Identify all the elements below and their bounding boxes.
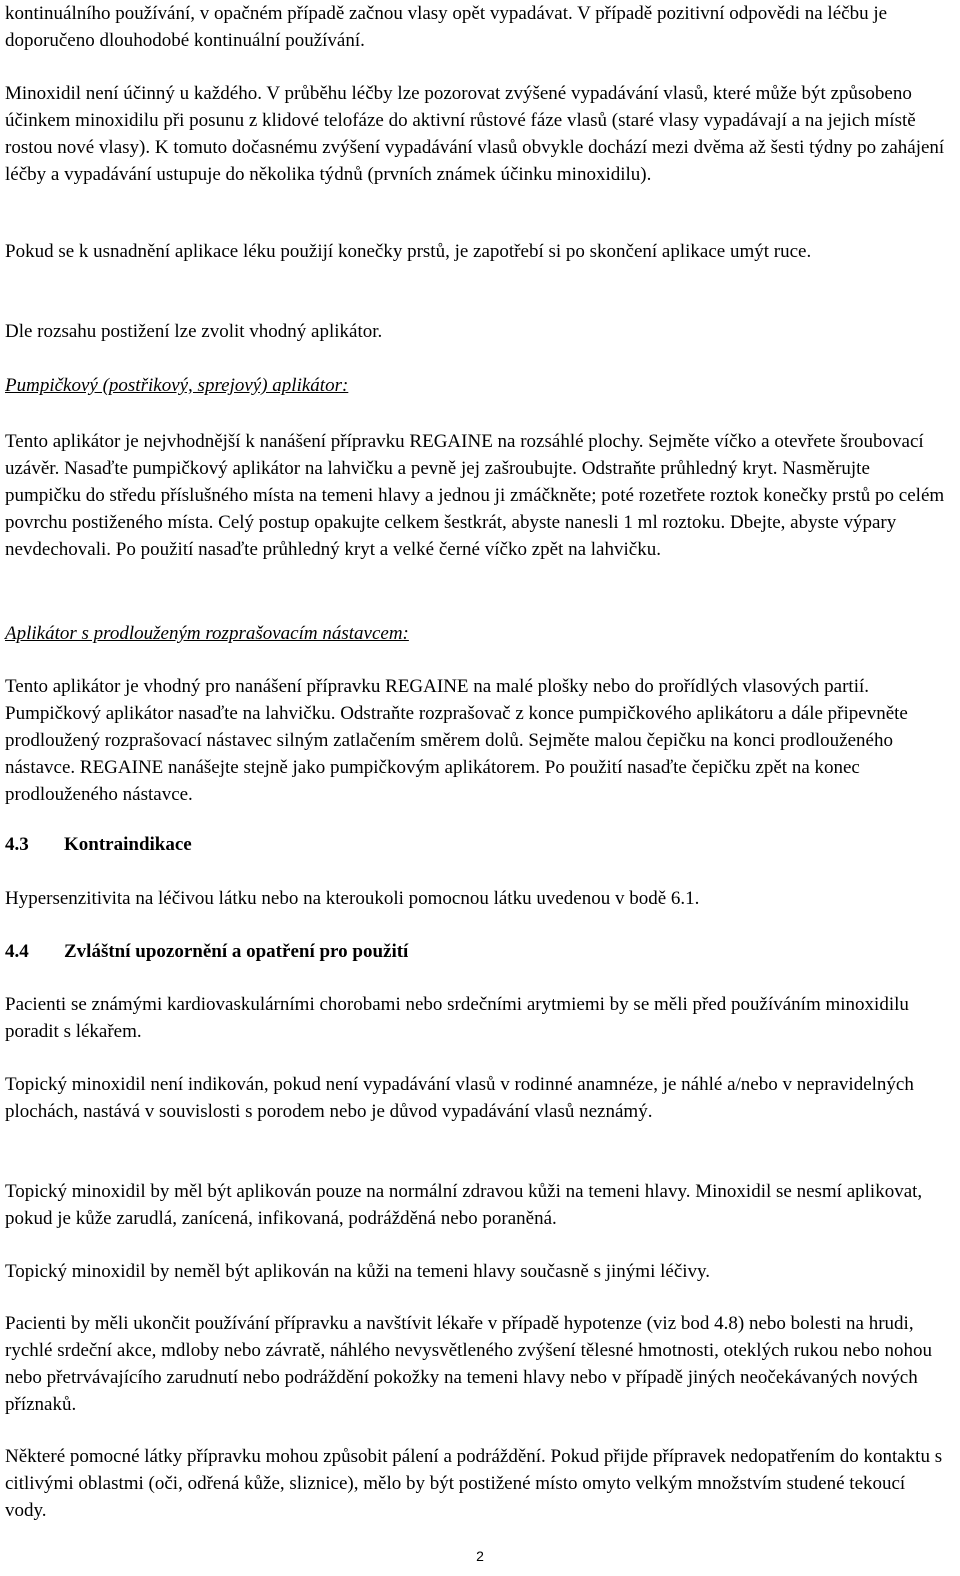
- paragraph-pump-applicator: Tento aplikátor je nejvhodnější k nanášení přípravku REGAINE na rozsáhlé plochy. Sejměte víčko a otevřete šroubovací uzávěr. Nasaďte pumpičkový aplikátor na lahvičku a pevně jej zašroubujte. Odstraňte průhledný kryt. Nasměrujte pumpičku do středu příslušného místa na temeni hlavy a jednou ji zmáčkněte; poté rozetřete roztok konečky prstů po celém povrchu postiženého místa. Celý postup opakujte celkem šestkrát, abyste nanesli 1 ml roztoku. Dbejte, abyste výpary nevdechovali. Po použití nasaďte průhledný kryt a velké černé víčko zpět na lahvičku.: [5, 431, 945, 560]
- paragraph-healthy-skin: Topický minoxidil by měl být aplikován pouze na normální zdravou kůži na temeni hlavy. Minoxidil se nesmí aplikovat, pokud je kůže zarudlá, zanícená, infikovaná, podrážděná nebo poraněná.: [5, 1181, 923, 1229]
- paragraph-other-drugs: Topický minoxidil by neměl být aplikován na kůži na temeni hlavy současně s jinými léčivy.: [5, 1261, 711, 1282]
- section-heading-4-3: [5, 831, 192, 858]
- paragraph-stop-use: Pacienti by měli ukončit používání přípravku a navštívit lékaře v případě hypotenze (viz bod 4.8) nebo bolesti na hrudi, rychlé srdeční akce, mdloby nebo závratě, náhlého nevysvětleného zvýšení tělesné hmotnosti, oteklých rukou nebo nohou nebo přetrvávajícího zarudnutí nebo podráždění pokožky na temeni hlavy nebo v případě jiných neočekávaných nových příznaků.: [5, 1313, 933, 1415]
- paragraph-excipients: Některé pomocné látky přípravku mohou způsobit pálení a podráždění. Pokud přijde přípravek nedopatřením do kontaktu s citlivými oblastmi (oči, odřená kůže, sliznice), mělo by být postižené místo omyto velkým množstvím studené tekoucí vody.: [5, 1446, 943, 1521]
- paragraph-minoxidil-efficacy: Minoxidil není účinný u každého. V průběhu léčby lze pozorovat zvýšené vypadávání vlasů, které může být způsobeno účinkem minoxidilu při posunu z klidové telofáze do aktivní růstové fáze vlasů (staré vlasy vypadávají a na jejich místě rostou nové vlasy). K tomuto dočasnému zvýšení vypadávání vlasů obvykle dochází mezi dvěma až šesti týdny po zahájení léčby a vypadávání ustupuje do několika týdnů (prvních známek účinku minoxidilu).: [5, 83, 945, 185]
- subheading-extended-applicator: Aplikátor s prodlouženým rozprašovacím nástavcem:: [5, 623, 409, 644]
- paragraph-applicator-choice: Dle rozsahu postižení lze zvolit vhodný aplikátor.: [5, 321, 383, 342]
- section-number: 4.4: [5, 941, 29, 962]
- section-title: Zvláštní upozornění a opatření pro použití: [64, 941, 409, 962]
- section-heading-4-4: [5, 938, 408, 965]
- paragraph-continuation: kontinuálního používání, v opačném případě začnou vlasy opět vypadávat. V případě pozitivní odpovědi na léčbu je doporučeno dlouhodobé kontinuální používání.: [5, 3, 888, 51]
- page-number: 2: [476, 1548, 484, 1564]
- section-title: Kontraindikace: [64, 834, 192, 855]
- paragraph-cardiovascular: Pacienti se známými kardiovaskulárními chorobami nebo srdečními arytmiemi by se měli před používáním minoxidilu poradit s lékařem.: [5, 994, 909, 1042]
- paragraph-hypersensitivity: Hypersenzitivita na léčivou látku nebo na kteroukoli pomocnou látku uvedenou v bodě 6.1.: [5, 888, 700, 909]
- paragraph-not-indicated: Topický minoxidil není indikován, pokud není vypadávání vlasů v rodinné anamnéze, je náhlé a/nebo v nepravidelných plochách, nastává v souvislosti s porodem nebo je důvod vypadávání vlasů neznámý.: [5, 1074, 914, 1122]
- subheading-pump-applicator: Pumpičkový (postřikový, sprejový) aplikátor:: [5, 375, 349, 396]
- paragraph-extended-applicator: Tento aplikátor je vhodný pro nanášení přípravku REGAINE na malé plošky nebo do prořídlých vlasových partií. Pumpičkový aplikátor nasaďte na lahvičku. Odstraňte rozprašovač z konce pumpičkového aplikátoru a dále připevněte prodloužený rozprašovací nástavec silným zatlačením směrem dolů. Sejměte malou čepičku na konci prodlouženého nástavce. REGAINE nanášejte stejně jako pumpičkovým aplikátorem. Po použití nasaďte čepičku zpět na konec prodlouženého nástavce.: [5, 676, 908, 805]
- section-number: 4.3: [5, 834, 29, 855]
- paragraph-wash-hands: Pokud se k usnadnění aplikace léku použijí konečky prstů, je zapotřebí si po skončení aplikace umýt ruce.: [5, 241, 812, 262]
